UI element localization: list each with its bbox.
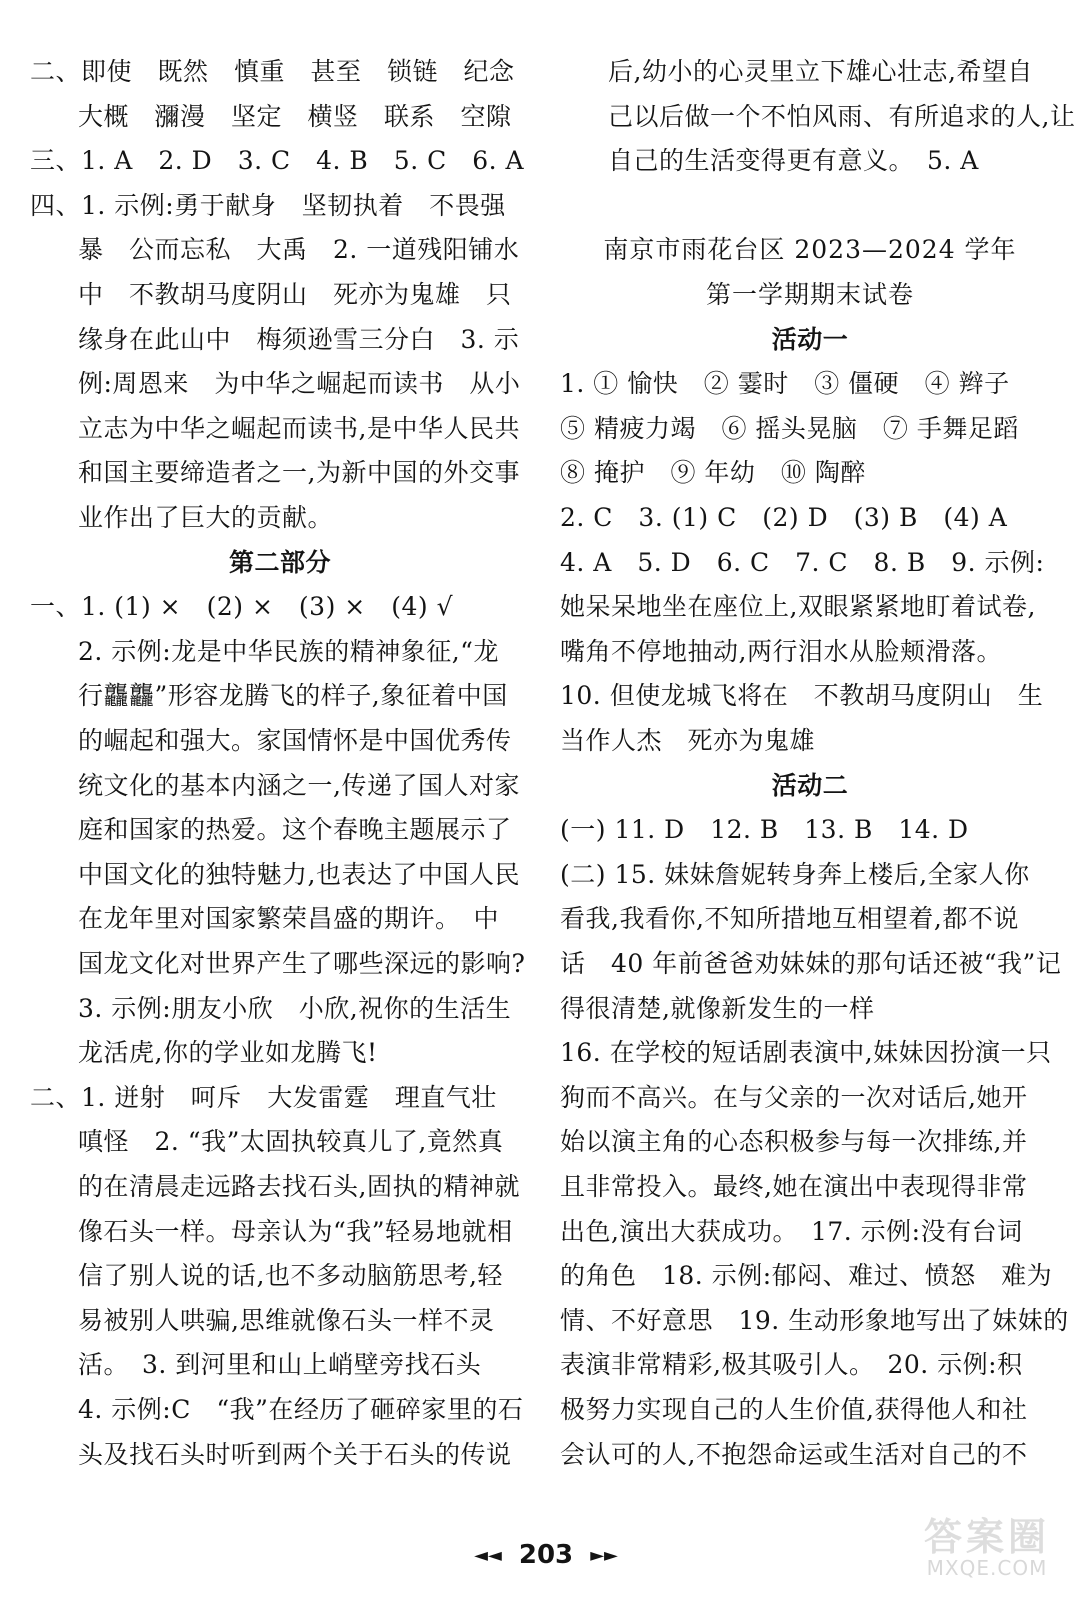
answer-line: 行龘龘”形容龙腾飞的样子,象征着中国	[78, 681, 508, 711]
section-heading: 活动二	[771, 770, 849, 800]
answer-line: 大概 瀰漫 坚定 横竖 联系 空隙	[78, 101, 512, 131]
answer-line: 10. 但使龙城飞将在 不教胡马度阴山 生	[560, 681, 1044, 711]
exam-title: 南京市雨花台区 2023—2024 学年	[603, 235, 1017, 265]
section-heading: 活动一	[771, 324, 849, 354]
answer-line: 且非常投入。最终,她在演出中表现得非常	[560, 1172, 1028, 1201]
answer-line: 统文化的基本内涵之一,传递了国人对家	[78, 770, 520, 800]
answer-line: 她呆呆地坐在座位上,双眼紧紧地盯着试卷,	[560, 592, 1036, 622]
answer-line: 头及找石头时听到两个关于石头的传说	[78, 1439, 512, 1469]
answer-line: 的崛起和强大。家国情怀是中国优秀传	[78, 726, 512, 755]
answer-line: 在龙年里对国家繁荣昌盛的期许。 中	[78, 904, 500, 934]
watermark-url: MXQE.COM	[926, 1556, 1048, 1580]
section-heading: 第二部分	[228, 547, 331, 577]
answer-line: 4. A 5. D 6. C 7. C 8. B 9. 示例:	[560, 547, 1045, 577]
answer-line: 龙活虎,你的学业如龙腾飞!	[78, 1038, 378, 1068]
answer-line: 2. C 3. (1) C (2) D (3) B (4) A	[560, 503, 1008, 532]
answer-line: 信了别人说的话,也不多动脑筋思考,轻	[78, 1261, 503, 1291]
answer-line: 情、不好意思 19. 生动形象地写出了妹妹的	[560, 1305, 1069, 1335]
answer-line: 例:周恩来 为中华之崛起而读书 从小	[78, 369, 521, 399]
answer-line: 四、1. 示例:勇于献身 坚韧执着 不畏强	[30, 190, 506, 220]
answer-line: 会认可的人,不抱怨命运或生活对自己的不	[560, 1439, 1028, 1469]
answer-line: (二) 15. 妹妹詹妮转身奔上楼后,全家人你	[560, 859, 1030, 889]
watermark-logo	[902, 1506, 1072, 1590]
answer-line: ⑤ 精疲力竭 ⑥ 摇头晃脑 ⑦ 手舞足蹈	[560, 413, 1019, 443]
answer-line: 后,幼小的心灵里立下雄心壮志,希望自	[608, 57, 1033, 86]
answer-line: 4. 示例:C “我”在经历了砸碎家里的石	[78, 1395, 524, 1424]
answer-line: 业作出了巨大的贡献。	[78, 503, 334, 532]
answer-line: 缘身在此山中 梅须逊雪三分白 3. 示	[78, 324, 520, 354]
answer-line: 当作人杰 死亦为鬼雄	[560, 726, 816, 755]
answer-line: 二、1. 迸射 呵斥 大发雷霆 理直气壮	[30, 1082, 497, 1112]
answer-line: 三、1. A 2. D 3. C 4. B 5. C 6. A	[30, 146, 525, 176]
answer-line: 一、1. (1) × (2) × (3) × (4) √	[30, 592, 454, 622]
answer-line: 话 40 年前爸爸劝妹妹的那句话还被“我”记	[560, 949, 1062, 978]
page-number: 203	[518, 1540, 574, 1570]
answer-line: 像石头一样。母亲认为“我”轻易地就相	[78, 1216, 513, 1246]
exam-title: 第一学期期末试卷	[705, 280, 914, 309]
prev-arrows-icon: ◄◄	[474, 1545, 502, 1566]
answer-line: 暴 公而忘私 大禹 2. 一道残阳铺水	[78, 235, 520, 265]
answer-line: 自己的生活变得更有意义。 5. A	[608, 146, 979, 176]
answer-line: 和国主要缔造者之一,为新中国的外交事	[78, 458, 520, 488]
answer-line: 嘴角不停地抽动,两行泪水从脸颊滑落。	[560, 636, 1002, 666]
answer-line: 中国文化的独特魅力,也表达了中国人民	[78, 859, 520, 889]
answer-line: 二、即使 既然 慎重 甚至 锁链 纪念	[30, 57, 515, 86]
answer-line: 1. ① 愉快 ② 霎时 ③ 僵硬 ④ 辫子	[560, 369, 1010, 399]
answer-line	[560, 184, 1060, 228]
answer-line: 庭和国家的热爱。这个春晚主题展示了	[78, 815, 512, 845]
answer-line: 极努力实现自己的人生价值,获得他人和社	[560, 1395, 1028, 1424]
answer-line: 嗔怪 2. “我”太固执较真儿了,竟然真	[78, 1127, 504, 1157]
answer-line: 表演非常精彩,极其吸引人。 20. 示例:积	[560, 1350, 1023, 1380]
answer-line: 16. 在学校的短话剧表演中,妹妹因扮演一只	[560, 1038, 1052, 1068]
answer-line: 3. 示例:朋友小欣 小欣,祝你的生活生	[78, 993, 512, 1023]
answer-line: 得很清楚,就像新发生的一样	[560, 993, 875, 1023]
next-arrows-icon: ►►	[590, 1545, 618, 1566]
answer-line: 中 不教胡马度阴山 死亦为鬼雄 只	[78, 280, 512, 309]
answer-line: 己以后做一个不怕风雨、有所追求的人,让	[608, 101, 1076, 131]
answer-line: 的在清晨走远路去找石头,固执的精神就	[78, 1172, 520, 1201]
answer-line: 出色,演出大获成功。 17. 示例:没有台词	[560, 1216, 1023, 1246]
answer-line: 活。 3. 到河里和山上峭壁旁找石头	[78, 1350, 482, 1380]
answer-line: ⑧ 掩护 ⑨ 年幼 ⑩ 陶醉	[560, 458, 866, 488]
answer-line: 国龙文化对世界产生了哪些深远的影响?	[78, 949, 526, 978]
answer-line: 始以演主角的心态积极参与每一次排练,并	[560, 1127, 1028, 1157]
answer-line: 狗而不高兴。在与父亲的一次对话后,她开	[560, 1082, 1028, 1112]
answer-line: 的角色 18. 示例:郁闷、难过、愤怒 难为	[560, 1261, 1053, 1291]
answer-line: 2. 示例:龙是中华民族的精神象征,“龙	[78, 636, 499, 666]
answer-line: 看我,我看你,不知所措地互相望着,都不说	[560, 904, 1019, 934]
answer-line: 立志为中华之崛起而读书,是中华人民共	[78, 413, 520, 443]
watermark-title: 答案圈	[923, 1515, 1050, 1559]
answer-line: 易被别人哄骗,思维就像石头一样不灵	[78, 1305, 495, 1335]
answer-line: (一) 11. D 12. B 13. B 14. D	[560, 815, 969, 845]
